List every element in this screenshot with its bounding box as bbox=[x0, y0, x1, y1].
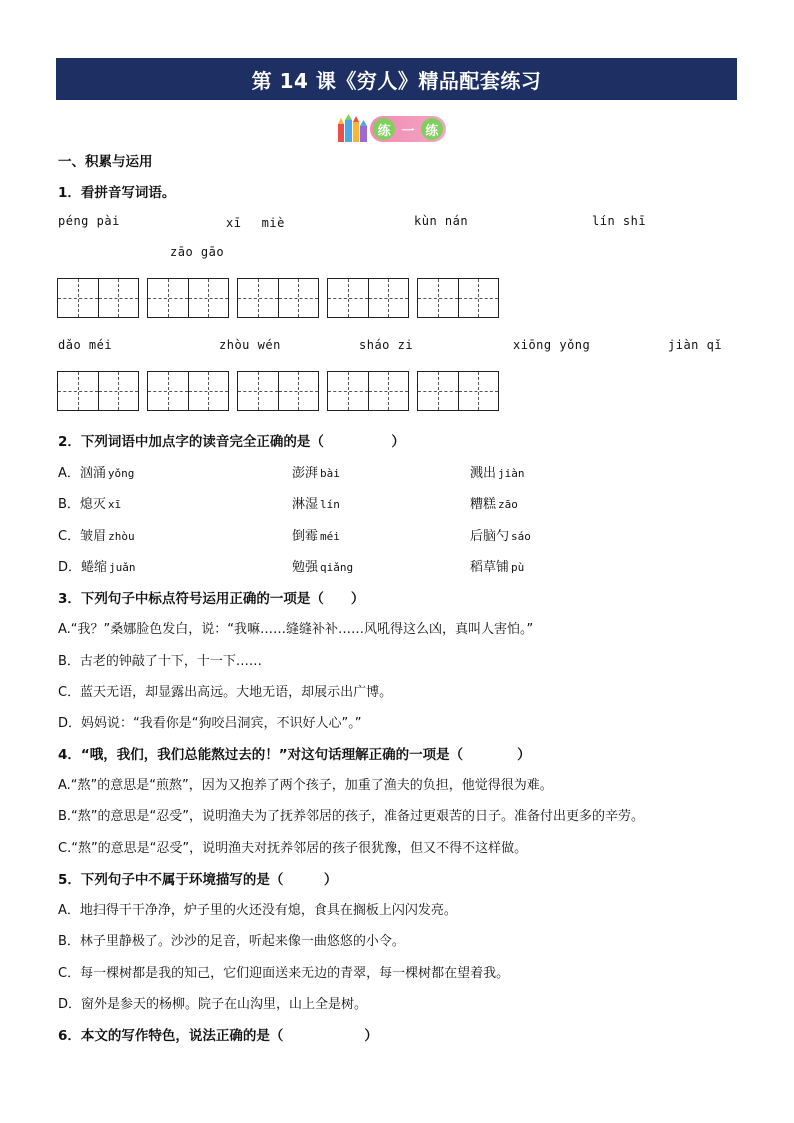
page-title: 第 14 课《穷人》精品配套练习 bbox=[56, 58, 737, 100]
option-b-2: 淋湿 lín bbox=[292, 497, 340, 512]
question-6-title: 6．本文的写作特色，说法正确的是（ ） bbox=[58, 1028, 378, 1044]
question-5-option-d: D．窗外是参天的杨柳。院子在山沟里，山上全是树。 bbox=[58, 997, 368, 1012]
writing-grid-row-1 bbox=[57, 278, 499, 318]
writing-box[interactable] bbox=[327, 371, 409, 411]
pinyin-6: dǎo méi bbox=[58, 338, 113, 352]
question-5-option-c: C．每一棵树都是我的知己，它们迎面送来无边的青翠，每一棵树都在望着我。 bbox=[58, 966, 510, 981]
question-4-option-b: B.“熬”的意思是“忍受”，说明渔夫为了抚养邻居的孩子，准备过更艰苦的日子。准备付出更多的辛劳。 bbox=[58, 809, 644, 824]
option-c-2: 倒霉 méi bbox=[292, 529, 340, 544]
question-3-title: 3．下列句子中标点符号运用正确的一项是（ ） bbox=[58, 591, 365, 607]
pinyin-9: xiōng yǒng bbox=[513, 338, 591, 352]
question-1-title: 1．看拼音写词语。 bbox=[58, 185, 176, 201]
badge-char-3: 练 bbox=[421, 118, 443, 140]
option-d-2: 勉强 qiǎng bbox=[292, 560, 354, 575]
question-3-option-d: D．妈妈说：“我看你是“狗咬吕洞宾，不识好人心”。” bbox=[58, 716, 362, 731]
writing-box[interactable] bbox=[147, 278, 229, 318]
question-3-option-a: A.“我？”桑娜脸色发白，说：“我嘛……缝缝补补……风吼得这么凶，真叫人害怕。” bbox=[58, 622, 534, 637]
option-d-3: 稻草铺 pù bbox=[470, 560, 525, 575]
option-c-3: 后脑勺 sáo bbox=[470, 529, 531, 544]
writing-box[interactable] bbox=[237, 371, 319, 411]
option-c-1: C．皱眉 zhòu bbox=[58, 529, 135, 544]
question-5-option-a: A．地扫得干干净净，炉子里的火还没有熄，食具在搁板上闪闪发亮。 bbox=[58, 903, 457, 918]
writing-box[interactable] bbox=[57, 371, 139, 411]
question-4-option-c: C.“熬”的意思是“忍受”，说明渔夫对抚养邻居的孩子很犹豫，但又不得不这样做。 bbox=[58, 841, 528, 856]
badge-char-1: 练 bbox=[373, 118, 395, 140]
pinyin-2: xī miè bbox=[226, 216, 285, 230]
pinyin-1: péng pài bbox=[58, 214, 120, 228]
pinyin-5: zāo gāo bbox=[170, 245, 225, 259]
writing-box[interactable] bbox=[147, 371, 229, 411]
houses-icon bbox=[336, 112, 372, 144]
option-b-3: 糟糕 zāo bbox=[470, 497, 518, 512]
question-5-title: 5．下列句子中不属于环境描写的是（ ） bbox=[58, 872, 338, 888]
question-3-option-b: B．古老的钟敲了十下，十一下…… bbox=[58, 654, 262, 669]
pinyin-8: sháo zi bbox=[359, 338, 414, 352]
pinyin-10: jiàn qǐ bbox=[668, 338, 723, 352]
question-4-option-a: A.“熬”的意思是“煎熬”，因为又抱养了两个孩子，加重了渔夫的负担，他觉得很为难。 bbox=[58, 778, 553, 793]
question-3-option-c: C．蓝天无语，却显露出高远。大地无语，却展示出广博。 bbox=[58, 685, 393, 700]
badge-char-2: 一 bbox=[401, 123, 415, 139]
option-a-1: A．汹涌 yǒng bbox=[58, 466, 135, 481]
writing-box[interactable] bbox=[417, 278, 499, 318]
option-d-1: D．蜷缩 juǎn bbox=[58, 560, 136, 575]
writing-box[interactable] bbox=[237, 278, 319, 318]
writing-box[interactable] bbox=[327, 278, 409, 318]
badge-pill bbox=[370, 116, 446, 142]
section-heading: 一、积累与运用 bbox=[58, 154, 153, 170]
pinyin-3: kùn nán bbox=[414, 214, 469, 228]
question-4-title: 4．“哦，我们，我们总能熬过去的！”对这句话理解正确的一项是（ ） bbox=[58, 747, 531, 763]
practice-badge bbox=[336, 112, 448, 144]
option-a-2: 澎湃 bài bbox=[292, 466, 340, 481]
writing-box[interactable] bbox=[417, 371, 499, 411]
option-b-1: B．熄灭 xī bbox=[58, 497, 122, 512]
pinyin-7: zhòu wén bbox=[219, 338, 281, 352]
writing-grid-row-2 bbox=[57, 371, 499, 411]
question-2-title: 2．下列词语中加点字的读音完全正确的是（ ） bbox=[58, 434, 405, 450]
option-a-3: 溅出 jiàn bbox=[470, 466, 525, 481]
pinyin-4: lín shī bbox=[592, 214, 647, 228]
writing-box[interactable] bbox=[57, 278, 139, 318]
question-5-option-b: B．林子里静极了。沙沙的足音，听起来像一曲悠悠的小令。 bbox=[58, 934, 405, 949]
